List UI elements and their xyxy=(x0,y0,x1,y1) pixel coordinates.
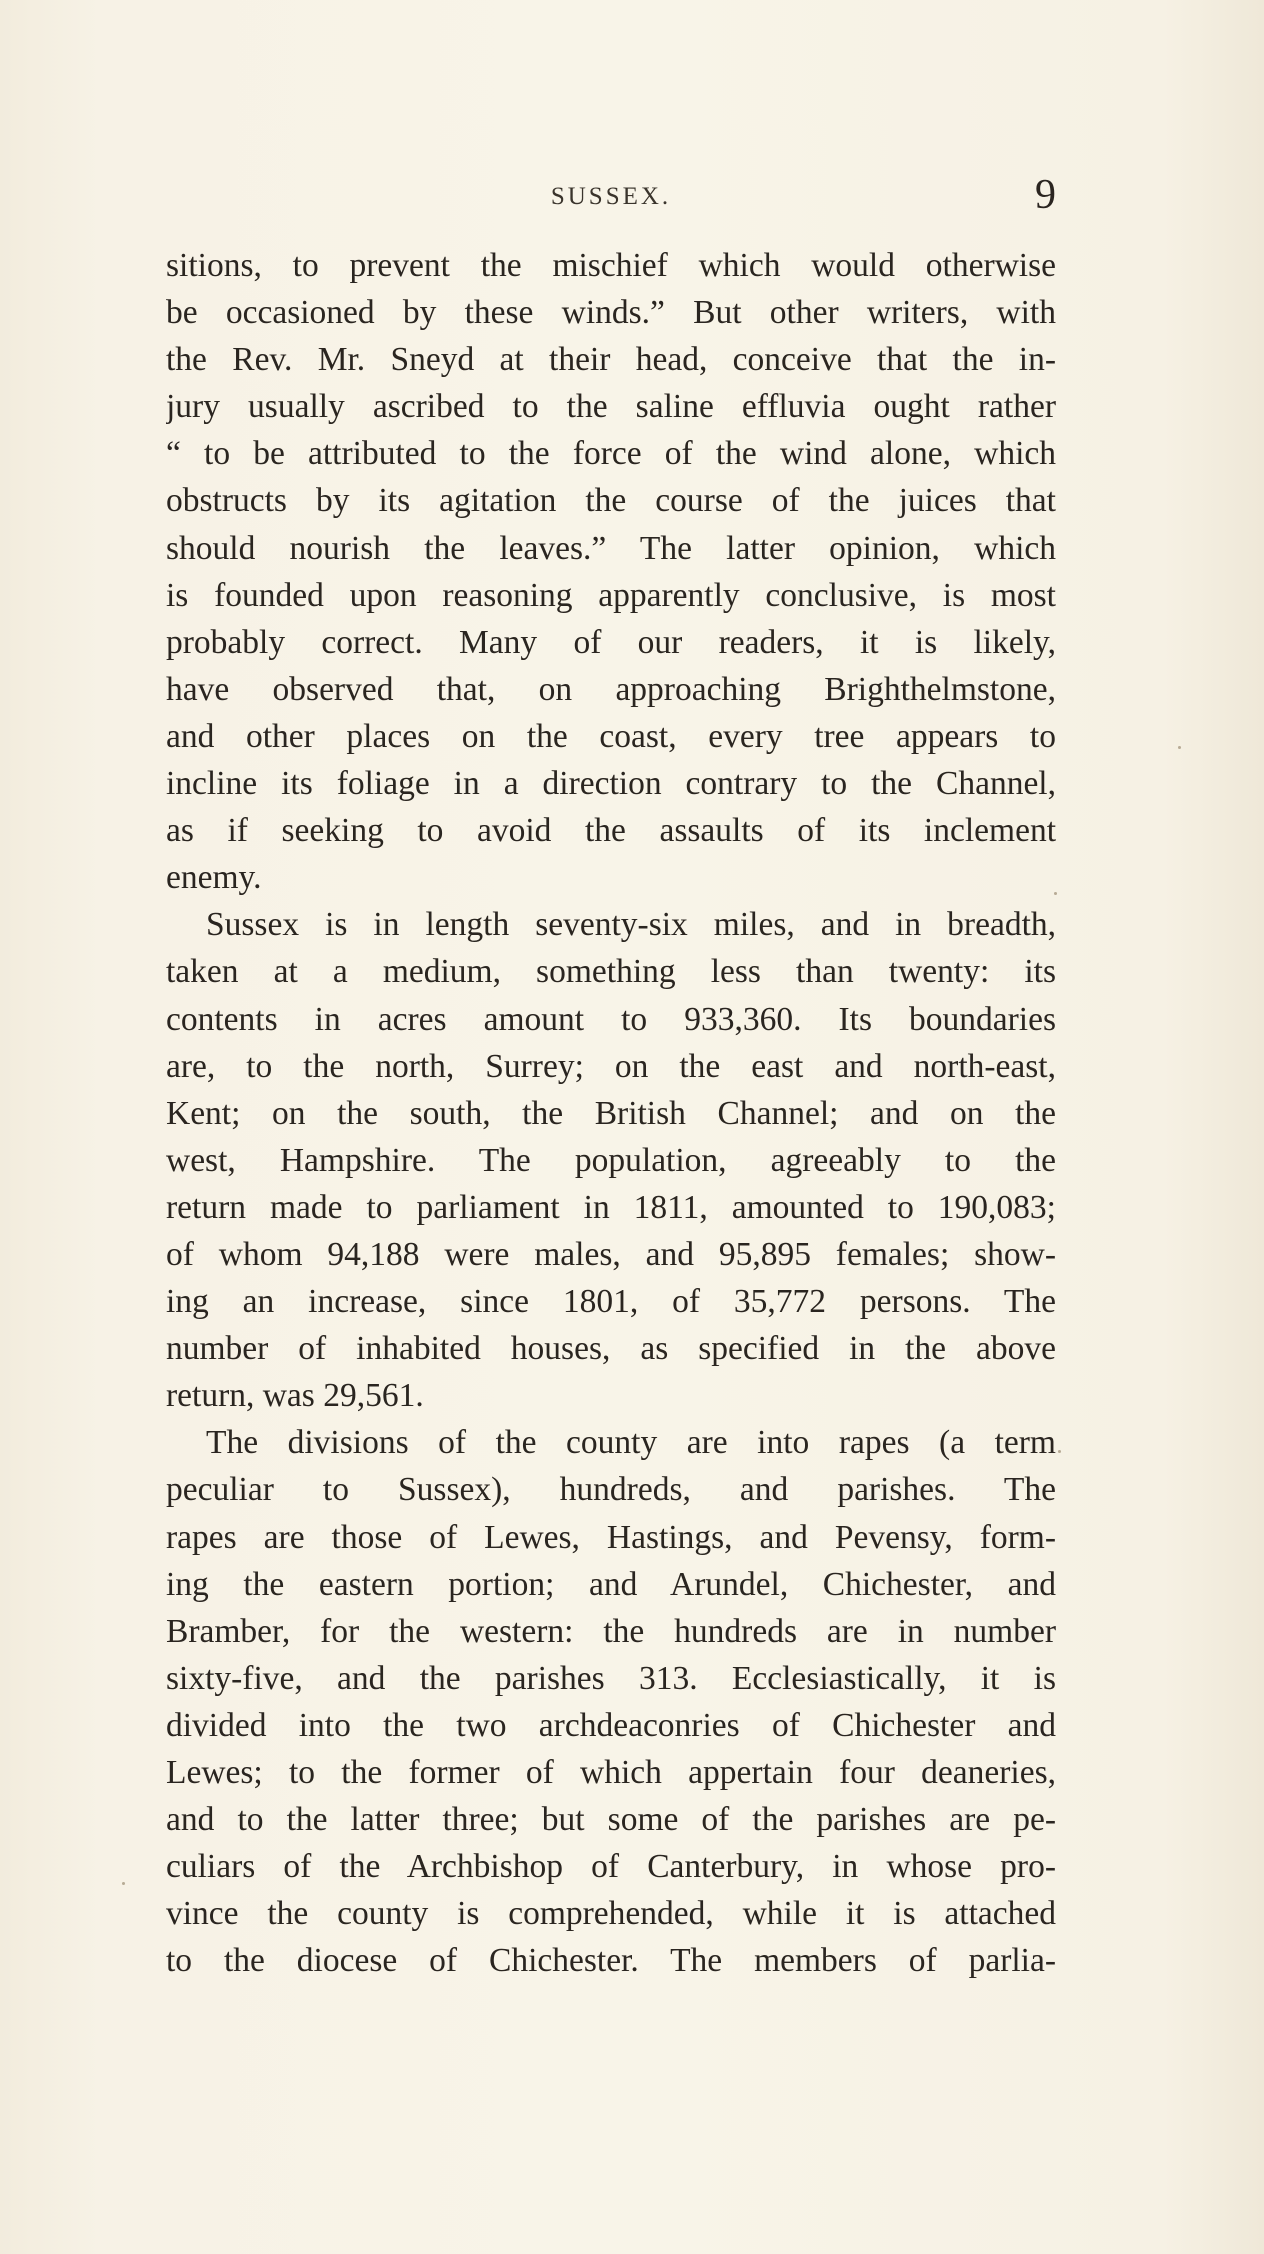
text-line: obstructs by its agitation the course of the juices that xyxy=(166,482,1056,520)
text-line: as if seeking to avoid the assaults of its inclement xyxy=(166,812,1056,850)
text-line: have observed that, on approaching Brighthelmstone, xyxy=(166,670,1056,708)
paragraph-end-line: return, was 29,561. xyxy=(166,1377,424,1415)
text-line: is founded upon reasoning apparently conclusive, is most xyxy=(166,576,1056,614)
text-line: probably correct. Many of our readers, it is likely, xyxy=(166,623,1056,661)
text-line: peculiar to Sussex), hundreds, and parishes. The xyxy=(166,1471,1056,1509)
paragraph-start-line: The divisions of the county are into rapes (a term xyxy=(206,1424,1056,1462)
text-line: return made to parliament in 1811, amounted to 190,083; xyxy=(166,1188,1056,1226)
text-line: to the diocese of Chichester. The members of parlia- xyxy=(166,1942,1056,1980)
page-number: 9 xyxy=(1035,172,1056,218)
text-line: incline its foliage in a direction contrary to the Channel, xyxy=(166,765,1056,803)
text-line: and to the latter three; but some of the parishes are pe- xyxy=(166,1801,1056,1839)
text-line: “ to be attributed to the force of the wind alone, which xyxy=(166,435,1056,473)
text-line: rapes are those of Lewes, Hastings, and Pevensy, form- xyxy=(166,1518,1056,1556)
text-line: sitions, to prevent the mischief which would otherwise xyxy=(166,247,1056,284)
paper-speck xyxy=(1178,746,1181,749)
text-line: taken at a medium, something less than twenty: its xyxy=(166,953,1056,991)
text-line: Kent; on the south, the British Channel; and on the xyxy=(166,1094,1056,1132)
text-line: jury usually ascribed to the saline effluvia ought rather xyxy=(166,388,1056,426)
paper-speck xyxy=(1054,892,1057,895)
text-line: ing the eastern portion; and Arundel, Chichester, and xyxy=(166,1565,1056,1603)
text-line: should nourish the leaves.” The latter opinion, which xyxy=(166,529,1056,567)
text-line: Bramber, for the western: the hundreds are in number xyxy=(166,1612,1056,1650)
text-line: divided into the two archdeaconries of Chichester and xyxy=(166,1706,1056,1744)
text-line: and other places on the coast, every tree appears to xyxy=(166,717,1056,755)
text-line: number of inhabited houses, as specified in the above xyxy=(166,1330,1056,1368)
paper-speck xyxy=(1058,1450,1061,1453)
text-line: the Rev. Mr. Sneyd at their head, conceive that the in- xyxy=(166,341,1056,379)
text-line: sixty-five, and the parishes 313. Ecclesiastically, it is xyxy=(166,1659,1056,1697)
text-line: ing an increase, since 1801, of 35,772 persons. The xyxy=(166,1283,1056,1321)
text-line: of whom 94,188 were males, and 95,895 females; show- xyxy=(166,1235,1056,1273)
text-line: contents in acres amount to 933,360. Its boundaries xyxy=(166,1000,1056,1038)
running-title: SUSSEX. xyxy=(550,183,672,210)
text-line: culiars of the Archbishop of Canterbury, in whose pro- xyxy=(166,1848,1056,1886)
text-line: be occasioned by these winds.” But other writers, with xyxy=(166,294,1056,332)
text-line: west, Hampshire. The population, agreeably to the xyxy=(166,1141,1056,1179)
running-head xyxy=(166,172,1056,219)
text-line: vince the county is comprehended, while it is attached xyxy=(166,1895,1056,1933)
paragraph-start-line: Sussex is in length seventy-six miles, and in breadth, xyxy=(206,906,1056,944)
paragraph-end-line: enemy. xyxy=(166,859,262,897)
text-line: are, to the north, Surrey; on the east and north-east, xyxy=(166,1047,1056,1085)
text-line: Lewes; to the former of which appertain four deaneries, xyxy=(166,1754,1056,1791)
body-text xyxy=(166,242,1056,1984)
paper-speck xyxy=(122,1882,125,1885)
